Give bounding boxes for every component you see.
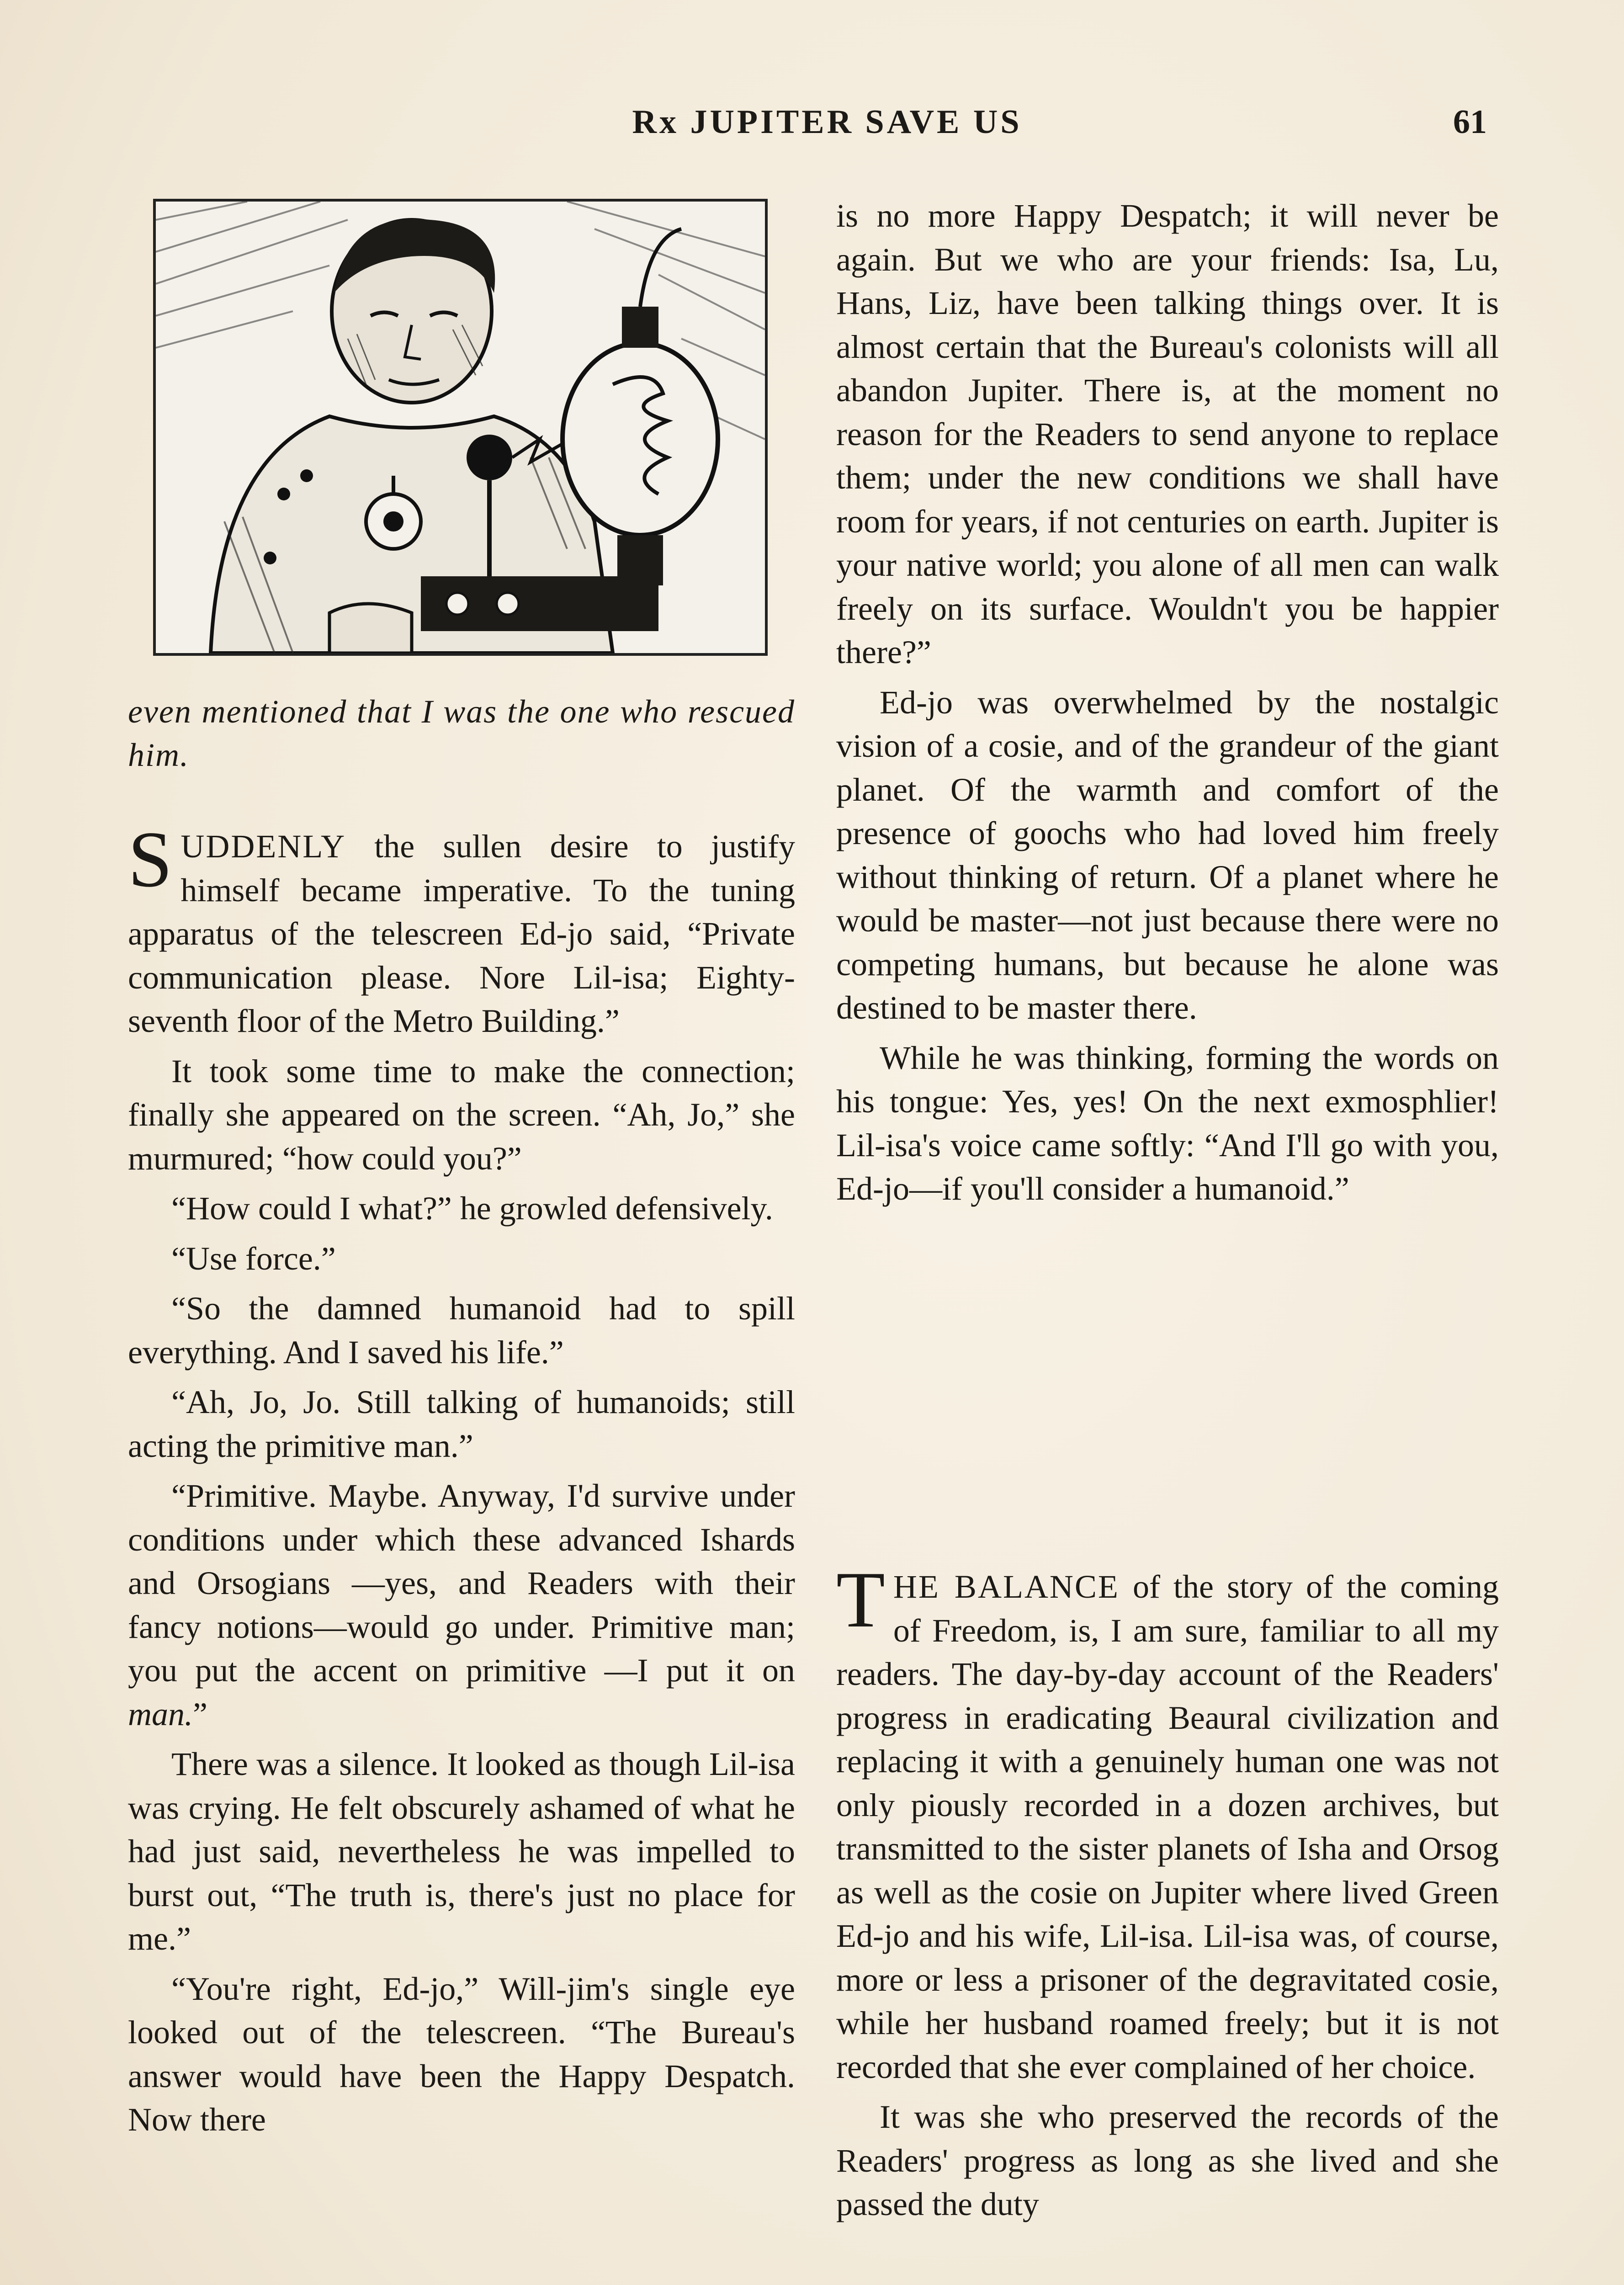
paragraph (836, 1555, 1499, 2089)
paragraph: “You're right, Ed-jo,” Will-jim's single eye looked out of the telescreen. “The Bureau's answer would have been the Happy Despatch. Now there (128, 1970, 795, 2138)
emphasis: man. (128, 1695, 193, 1732)
drop-cap: T (836, 1555, 885, 1644)
drop-cap: S (128, 815, 173, 903)
right-column-section (836, 1555, 1499, 2233)
lead-in: UDDENLY (180, 828, 346, 865)
scientist-with-apparatus-illustration (156, 202, 765, 653)
paragraph-text: “Primitive. Maybe. Anyway, I'd survive under conditions under which these advanced Ishards and Orsogians —yes, and Readers with their fancy notions—would go under. Primitive man; you put the accent on primitive —I put it on (128, 1477, 795, 1689)
paragraph: “So the damned humanoid had to spill everything. And I saved his life.” (128, 1290, 795, 1371)
paragraph (128, 815, 795, 1043)
paragraph: “Ah, Jo, Jo. Still talking of humanoids; still acting the primitive man.” (128, 1384, 795, 1464)
page-number: 61 (1453, 103, 1487, 141)
paragraph: It took some time to make the connection; finally she appeared on the screen. “Ah, Jo,” she murmured; “how could you?” (128, 1052, 795, 1177)
paragraph: is no more Happy Despatch; it will never be again. But we who are your friends: Isa, Lu, Hans, Liz, have been talking things over. It is almost certain that the Bureau's colonists will all abandon Jupiter. There is, at the moment no reason for the Readers to send anyone to replace them; under the new conditions we shall have room for years, if not centuries on earth. Jupiter is your native world; you alone of all men can walk freely on its surface. Wouldn't you be happier there?” (836, 197, 1499, 670)
paragraph-text: the sullen desire to justify himself became imperative. To the tuning apparatus of the telescreen Ed-jo said, “Private communication please. Nore Lil-isa; Eighty-seventh floor of the Metro Building.” (128, 828, 795, 1039)
paragraph: There was a silence. It looked as though Lil-isa was crying. He felt obscurely ashamed of what he had just said, nevertheless he was impelled to burst out, “The truth is, there's just no place for me.” (128, 1746, 795, 1957)
paragraph: While he was thinking, forming the words on his tongue: Yes, yes! On the next exmosphlier! Lil-isa's voice came softly: “And I'll go with you, Ed-jo—if you'll consider a humanoid.” (836, 1039, 1499, 1207)
paragraph: “How could I what?” he growled defensively. (171, 1190, 773, 1227)
lead-in: HE BALANCE (893, 1568, 1120, 1605)
right-column (836, 194, 1499, 1217)
left-column (128, 815, 795, 2148)
paragraph (128, 1474, 795, 1736)
paragraph-text: ” (193, 1695, 207, 1732)
paragraph: “Use force.” (171, 1240, 336, 1277)
paragraph: Ed-jo was overwhelmed by the nostalgic vision of a cosie, and of the grandeur of the giant planet. Of the warmth and comfort of the presence of goochs who had loved him freely without thinking of return. Of a planet where he would be master—not just because there were no competing humans, but because he alone was destined to be master there. (836, 684, 1499, 1026)
running-header: Rx JUPITER SAVE US (632, 103, 1022, 141)
illustration (153, 199, 768, 656)
paragraph-text: of the story of the coming of Freedom, is, I am sure, familiar to all my readers. The day-by-day account of the Readers' progress in eradicating Beaural civilization and replacing it with a genuinely human one was not only piously recorded in a dozen archives, but transmitted to the sister planets of Isha and Orsog as well as the cosie on Jupiter where lived Green Ed-jo and his wife, Lil-isa. Lil-isa was, of course, more or less a prisoner of the degravitated cosie, while her husband roamed freely; but it is not recorded that she ever complained of her choice. (836, 1568, 1499, 2085)
illustration-caption: even mentioned that I was the one who rescued him. (128, 693, 795, 773)
paragraph: It was she who preserved the records of the Readers' progress as long as she lived and she passed the duty (836, 2099, 1499, 2222)
